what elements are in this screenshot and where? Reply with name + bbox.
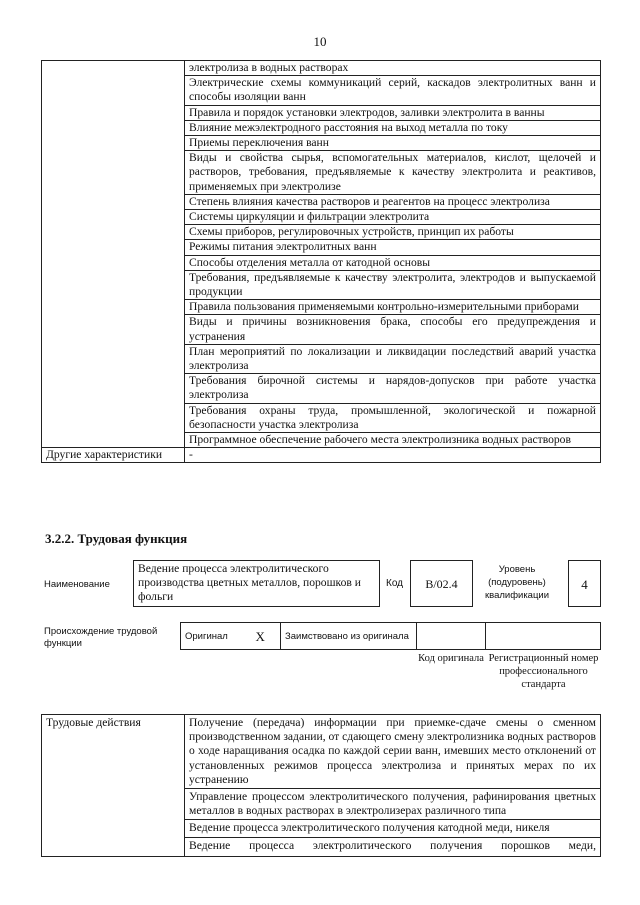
knowledge-item: Степень влияния качества растворов и реагентов на процесс электролиза bbox=[185, 194, 601, 209]
knowledge-item: Системы циркуляции и фильтрации электролита bbox=[185, 210, 601, 225]
labor-action-item: Ведение процесса электролитического получения катодной меди, никеля bbox=[185, 820, 601, 837]
knowledge-item: Способы отделения металла от катодной основы bbox=[185, 255, 601, 270]
registration-number-cell bbox=[486, 623, 601, 650]
function-name-field: Ведение процесса электролитического производства цветных металлов, порошков и фольги bbox=[133, 560, 380, 607]
origin-table bbox=[180, 622, 601, 650]
page-number: 10 bbox=[313, 34, 327, 49]
labor-action-item: Получение (передача) информации при приемке-сдаче смены о сменном производственном задании, от сдающего смену электролизника водных растворов о ходе наращивания осадка по каждой серии ванн, имевших место отклонений от установленных режимов процесса электролиза и принятых мерах по их устранению bbox=[185, 715, 601, 789]
required-knowledge-table bbox=[41, 60, 601, 463]
code-label: Код bbox=[386, 578, 404, 589]
knowledge-item: Требования охраны труда, промышленной, экологической и пожарной безопасности участка электролиза bbox=[185, 403, 601, 432]
labor-actions-label: Трудовые действия bbox=[42, 715, 185, 857]
knowledge-item: Правила пользования применяемыми контрольно-измерительными приборами bbox=[185, 300, 601, 315]
code-field: В/02.4 bbox=[410, 560, 473, 607]
knowledge-item: Требования бирочной системы и нарядов-допусков при работе участка электролиза bbox=[185, 374, 601, 403]
knowledge-item: Электрические схемы коммуникаций серий, каскадов электролитных ванн и способы изоляции ванн bbox=[185, 76, 601, 105]
other-characteristics-value: - bbox=[185, 448, 601, 463]
name-label: Наименование bbox=[44, 579, 110, 590]
other-characteristics-row bbox=[42, 448, 601, 463]
original-code-caption: Код оригинала bbox=[418, 653, 484, 664]
knowledge-item: Влияние межэлектродного расстояния на выход металла по току bbox=[185, 120, 601, 135]
knowledge-item: План мероприятий по локализации и ликвидации последствий аварий участка электролиза bbox=[185, 344, 601, 373]
section-heading: 3.2.2. Трудовая функция bbox=[45, 531, 188, 546]
knowledge-item: Режимы питания электролитных ванн bbox=[185, 240, 601, 255]
knowledge-item: Требования, предъявляемые к качеству электролита, электродов и выпускаемой продукции bbox=[185, 270, 601, 299]
knowledge-item: Схемы приборов, регулировочных устройств, принцип их работы bbox=[185, 225, 601, 240]
original-mark: X bbox=[241, 623, 281, 650]
labor-action-item: Ведение процесса электролитического получения порошков меди, bbox=[185, 837, 601, 856]
registration-number-caption: Регистрационный номер профессионального стандарта bbox=[488, 653, 599, 690]
qualification-level-label: Уровень (подуровень) квалификации bbox=[484, 564, 550, 601]
labor-action-row bbox=[42, 715, 601, 789]
original-code-cell bbox=[417, 623, 486, 650]
labor-action-item: Управление процессом электролитического получения, рафинирования цветных металлов в водных растворах в электролизерах различного типа bbox=[185, 789, 601, 820]
knowledge-item: Программное обеспечение рабочего места электролизника водных растворов bbox=[185, 433, 601, 448]
knowledge-label-cell bbox=[42, 61, 185, 448]
origin-label: Происхождение трудовой функции bbox=[44, 626, 158, 649]
knowledge-item: электролиза в водных растворах bbox=[185, 61, 601, 76]
labor-actions-table bbox=[41, 714, 601, 857]
knowledge-item: Приемы переключения ванн bbox=[185, 136, 601, 151]
knowledge-item: Правила и порядок установки электродов, заливки электролита в ванны bbox=[185, 105, 601, 120]
knowledge-item: Виды и причины возникновения брака, способы его предупреждения и устранения bbox=[185, 315, 601, 344]
knowledge-item: Виды и свойства сырья, вспомогательных материалов, кислот, щелочей и растворов, требования, предъявляемые к качеству электролита и реактивов, применяемых при электролизе bbox=[185, 151, 601, 195]
other-characteristics-label: Другие характеристики bbox=[42, 448, 185, 463]
qualification-level-field: 4 bbox=[568, 560, 601, 607]
borrowed-label: Заимствовано из оригинала bbox=[281, 623, 417, 650]
knowledge-row bbox=[42, 61, 601, 76]
original-label: Оригинал bbox=[181, 623, 241, 650]
